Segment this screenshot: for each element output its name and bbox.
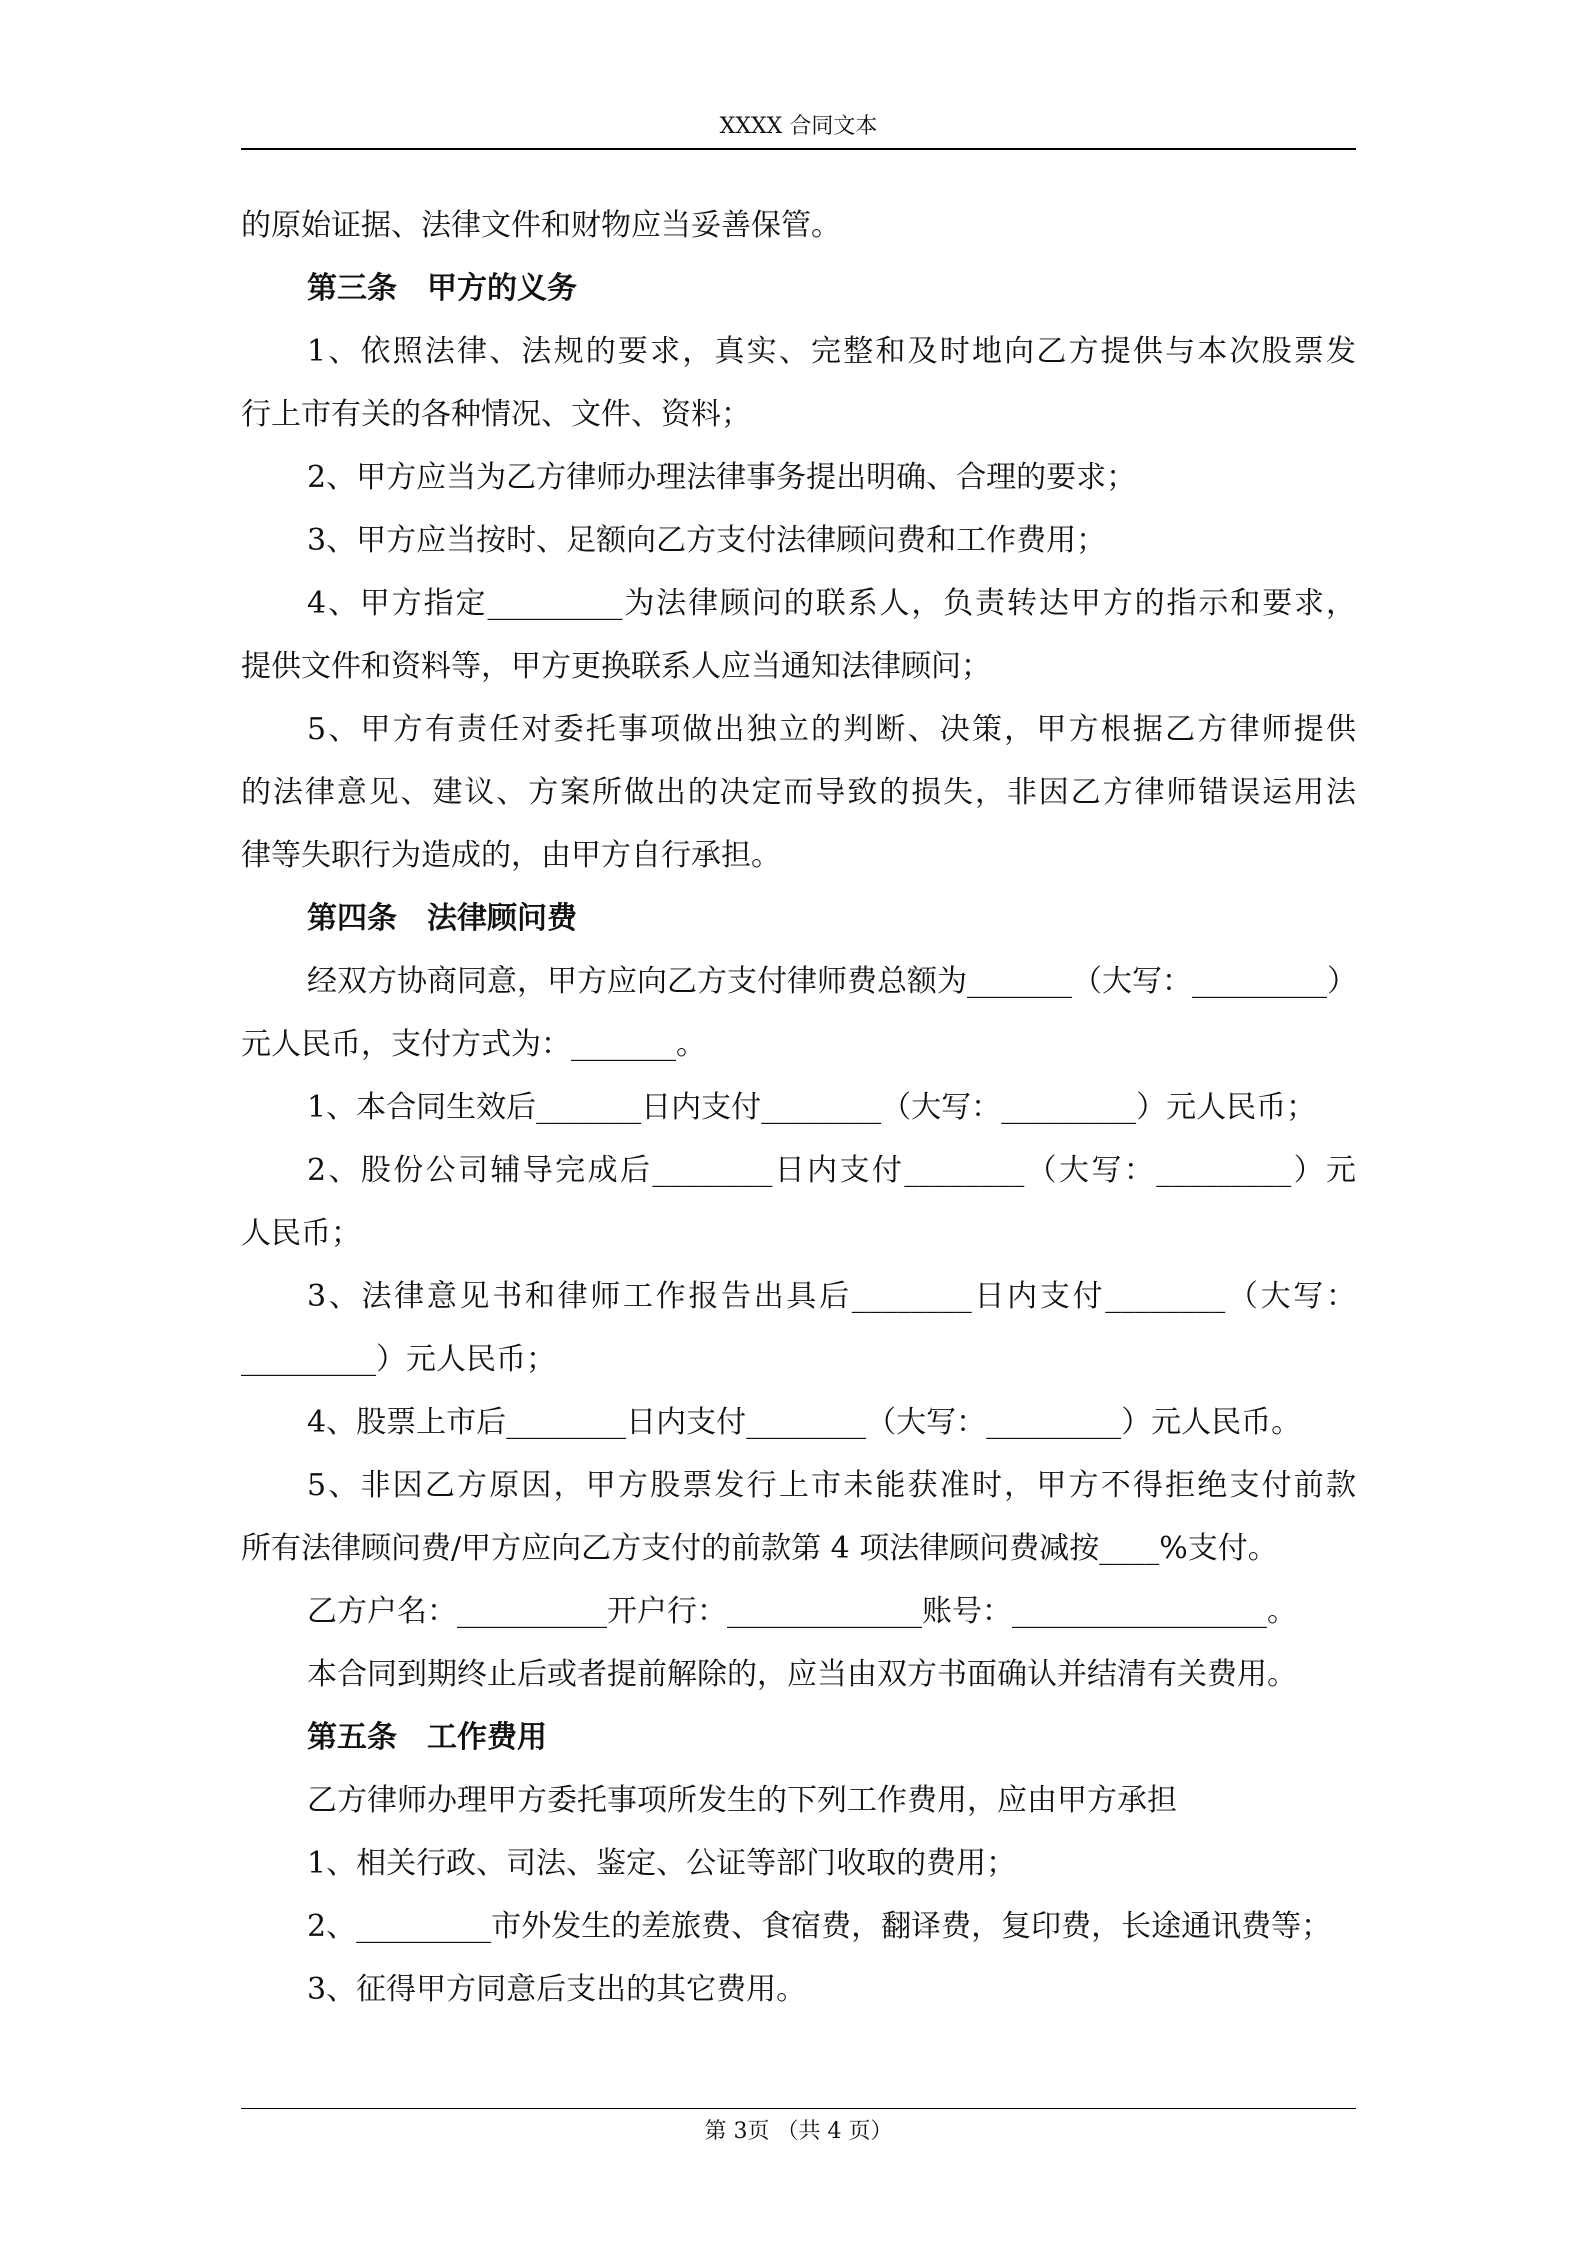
article-heading: 第五条 工作费用: [307, 1720, 547, 1755]
paragraph-line: 提供文件和资料等，甲方更换联系人应当通知法律顾问；: [241, 649, 991, 684]
paragraph-line: 元人民币，支付方式为：_______。: [241, 1027, 706, 1062]
paragraph-line: 2、_________市外发生的差旅费、食宿费，翻译费，复印费，长途通讯费等；: [307, 1909, 1332, 1944]
paragraph-line: 2、甲方应当为乙方律师办理法律事务提出明确、合理的要求；: [307, 460, 1137, 495]
paragraph-line: 4、甲方指定_________为法律顾问的联系人，负责转达甲方的指示和要求，: [307, 586, 1356, 621]
paragraph-line: 行上市有关的各种情况、文件、资料；: [241, 397, 751, 432]
page-number: 第 3页 （共 4 页）: [704, 2119, 893, 2144]
paragraph-line: 本合同到期终止后或者提前解除的，应当由双方书面确认并结清有关费用。: [307, 1657, 1297, 1692]
paragraph-line: 1、相关行政、司法、鉴定、公证等部门收取的费用；: [307, 1846, 1017, 1881]
paragraph-line: 的法律意见、建议、方案所做出的决定而导致的损失，非因乙方律师错误运用法: [241, 775, 1356, 810]
paragraph-line: 人民币；: [241, 1216, 361, 1251]
document-body: [241, 194, 1356, 2021]
paragraph-line: 3、征得甲方同意后支出的其它费用。: [307, 1972, 807, 2007]
paragraph-line: 1、本合同生效后_______日内支付________（大写：_________）元人民币；: [307, 1090, 1317, 1125]
article-heading: 第三条 甲方的义务: [307, 271, 577, 306]
document-title: XXXX 合同文本: [719, 114, 878, 139]
paragraph-line: 2、股份公司辅导完成后________日内支付________（大写：_________）元: [307, 1153, 1356, 1188]
paragraph-line: 3、甲方应当按时、足额向乙方支付法律顾问费和工作费用；: [307, 523, 1107, 558]
paragraph-line: 乙方户名：__________开户行：_____________账号：_________________。: [307, 1594, 1297, 1629]
paragraph-line: 经双方协商同意，甲方应向乙方支付律师费总额为_______（大写：_________）: [307, 964, 1357, 999]
page-footer: [241, 2108, 1356, 2147]
paragraph-line: 乙方律师办理甲方委托事项所发生的下列工作费用，应由甲方承担: [307, 1783, 1177, 1818]
page-header: [241, 112, 1356, 150]
paragraph-line: 4、股票上市后________日内支付________（大写：_________）元人民币。: [307, 1405, 1302, 1440]
paragraph-line: 3、法律意见书和律师工作报告出具后________日内支付________（大写：: [307, 1279, 1356, 1314]
paragraph-line: 律等失职行为造成的，由甲方自行承担。: [241, 838, 781, 873]
paragraph-line: 5、非因乙方原因，甲方股票发行上市未能获准时，甲方不得拒绝支付前款: [307, 1468, 1356, 1503]
paragraph-line: _________）元人民币；: [241, 1342, 556, 1377]
paragraph-line: 所有法律顾问费/甲方应向乙方支付的前款第 4 项法律顾问费减按____%支付。: [241, 1531, 1278, 1566]
paragraph-line: 的原始证据、法律文件和财物应当妥善保管。: [241, 208, 841, 243]
article-heading: 第四条 法律顾问费: [307, 901, 577, 936]
paragraph-line: 5、甲方有责任对委托事项做出独立的判断、决策，甲方根据乙方律师提供: [307, 712, 1356, 747]
paragraph-line: 1、依照法律、法规的要求，真实、完整和及时地向乙方提供与本次股票发: [307, 334, 1356, 369]
